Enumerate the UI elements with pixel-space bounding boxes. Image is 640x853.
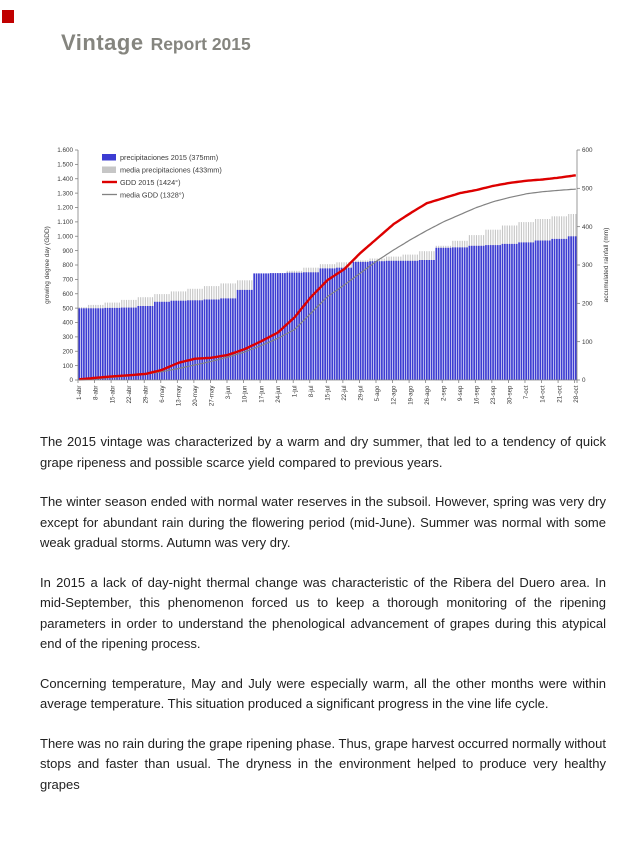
svg-text:20-may: 20-may	[192, 385, 200, 407]
svg-text:28-oct: 28-oct	[572, 385, 580, 403]
svg-text:300: 300	[582, 262, 593, 270]
svg-text:700: 700	[62, 276, 73, 284]
page-title	[61, 30, 251, 56]
svg-text:1.200: 1.200	[57, 204, 73, 212]
corner-red-marker	[2, 10, 14, 23]
svg-text:precipitaciones 2015 (375mm): precipitaciones 2015 (375mm)	[120, 153, 219, 162]
bars-series-0	[78, 236, 576, 380]
svg-text:1-abr: 1-abr	[76, 385, 84, 400]
svg-text:200: 200	[582, 300, 593, 308]
svg-text:400: 400	[582, 223, 593, 231]
svg-text:1-jul: 1-jul	[291, 385, 299, 398]
svg-text:0: 0	[69, 377, 73, 385]
page-title-sub: Report 2015	[150, 34, 251, 54]
svg-text:1.000: 1.000	[57, 233, 73, 241]
svg-text:500: 500	[582, 185, 593, 193]
svg-text:1.400: 1.400	[57, 175, 73, 183]
svg-text:2-sep: 2-sep	[440, 385, 448, 401]
svg-text:media precipitaciones (433mm): media precipitaciones (433mm)	[120, 165, 222, 175]
svg-text:14-oct: 14-oct	[539, 385, 547, 403]
svg-text:400: 400	[62, 319, 73, 327]
paragraph-summary: The 2015 vintage was characterized by a warm and dry summer, that led to a tendency of quick grape ripeness and possible scarce yield compared to previous years.	[40, 434, 606, 470]
svg-text:27-may: 27-may	[208, 385, 216, 407]
svg-text:22-abr: 22-abr	[125, 385, 133, 404]
svg-text:8-abr: 8-abr	[92, 385, 100, 400]
svg-text:200: 200	[62, 348, 73, 356]
svg-text:8-jul: 8-jul	[307, 385, 315, 398]
svg-text:30-sep: 30-sep	[506, 385, 514, 405]
svg-text:1.300: 1.300	[57, 190, 73, 198]
svg-text:600: 600	[582, 147, 593, 155]
svg-text:1.100: 1.100	[57, 219, 73, 227]
svg-text:24-jun: 24-jun	[274, 385, 282, 403]
svg-text:12-ago: 12-ago	[390, 385, 398, 405]
svg-text:29-abr: 29-abr	[142, 385, 150, 404]
svg-text:10-jun: 10-jun	[241, 385, 249, 403]
paragraph-seasons: The winter season ended with normal water reserves in the subsoil. However, spring was very dry except for abundant rain during the flowering period (mid-June). Summer was normal with some weak gradual storms. Autumn was very dry.	[40, 494, 606, 550]
svg-text:6-may: 6-may	[158, 385, 166, 403]
svg-text:3-jun: 3-jun	[225, 385, 233, 400]
svg-text:23-sep: 23-sep	[490, 385, 498, 405]
svg-text:22-jul: 22-jul	[341, 385, 349, 401]
svg-text:600: 600	[62, 290, 73, 298]
y-axis-left-title: growing degree day (GDD)	[44, 226, 51, 304]
svg-text:13-may: 13-may	[175, 385, 183, 407]
svg-text:9-sep: 9-sep	[456, 385, 464, 401]
svg-text:500: 500	[62, 305, 73, 313]
svg-text:0: 0	[582, 377, 586, 385]
svg-text:media GDD (1328°): media GDD (1328°)	[120, 190, 185, 200]
y-axis-right-title: accumulated rainfall (mm)	[603, 227, 610, 303]
svg-text:800: 800	[62, 262, 73, 270]
svg-text:7-oct: 7-oct	[523, 385, 531, 400]
svg-text:15-abr: 15-abr	[109, 385, 117, 404]
paragraph-thermal: In 2015 a lack of day-night thermal change was characteristic of the Ribera del Duero area. In mid-September, this phenomenon forced us to keep a thorough monitoring of the ripening parameters in order to understand the phenological advancement of grapes during this atypical end of the ripening process.	[40, 574, 606, 651]
svg-text:17-jun: 17-jun	[258, 385, 266, 403]
svg-text:100: 100	[62, 362, 73, 370]
page-title-main: Vintage	[61, 30, 144, 55]
svg-text:29-jul: 29-jul	[357, 385, 365, 401]
report-body	[40, 432, 606, 814]
svg-text:15-jul: 15-jul	[324, 385, 332, 401]
paragraph-harvest: There was no rain during the grape ripening phase. Thus, grape harvest occurred normally without stops and faster than usual. The dryness in the environment helped to produce very healthy grapes	[40, 735, 606, 792]
svg-text:19-ago: 19-ago	[407, 385, 415, 405]
vintage-chart	[40, 128, 620, 428]
svg-text:100: 100	[582, 338, 593, 346]
vintage-chart-svg	[40, 128, 620, 428]
svg-text:300: 300	[62, 334, 73, 342]
svg-text:900: 900	[62, 247, 73, 255]
svg-text:1.500: 1.500	[57, 161, 73, 169]
chart-legend	[102, 153, 222, 200]
paragraph-temperature: Concerning temperature, May and July were especially warm, all the other months were within average temperature. This situation produced a significant progress in the vine life cycle.	[40, 675, 606, 711]
svg-text:1.600: 1.600	[57, 147, 73, 155]
svg-text:26-ago: 26-ago	[423, 385, 431, 405]
svg-text:GDD 2015 (1424°): GDD 2015 (1424°)	[120, 178, 181, 187]
svg-text:5-ago: 5-ago	[374, 385, 382, 402]
svg-text:16-sep: 16-sep	[473, 385, 481, 405]
svg-text:21-oct: 21-oct	[556, 385, 564, 403]
